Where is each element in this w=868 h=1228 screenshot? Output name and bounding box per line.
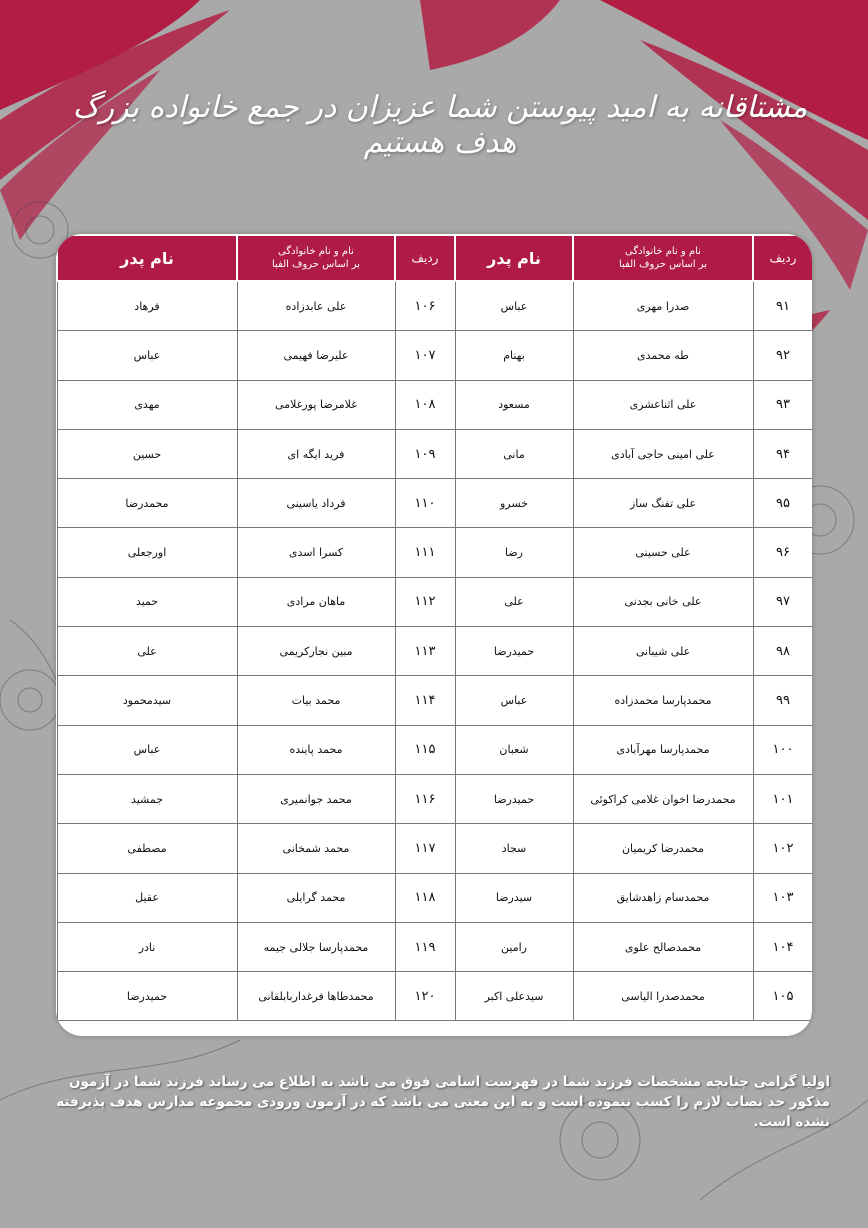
student-name: علی عابدزاده [237, 281, 395, 331]
father-name: نادر [57, 922, 237, 971]
header-name-line2: بر اساس حروف الفبا [271, 259, 361, 270]
father-name: سجاد [455, 824, 573, 873]
row-number: ۹۷ [753, 577, 812, 626]
table-row [57, 429, 812, 478]
student-name: محمدپارسا جلالی جیمه [237, 922, 395, 971]
student-name: علیرضا فهیمی [237, 331, 395, 380]
row-number: ۱۰۳ [753, 873, 812, 922]
student-name: محمدرضا کریمیان [573, 824, 753, 873]
father-name: عباس [455, 281, 573, 331]
student-name: علی حسینی [573, 528, 753, 577]
results-table [56, 234, 812, 1021]
student-name: غلامرضا پورغلامی [237, 380, 395, 429]
student-name: کسرا اسدی [237, 528, 395, 577]
row-number: ۱۰۸ [395, 380, 455, 429]
student-name: محمدپارسا محمدزاده [573, 676, 753, 725]
student-name: محمد بیات [237, 676, 395, 725]
student-name: طه محمدی [573, 331, 753, 380]
father-name: عباس [57, 725, 237, 774]
father-name: رامین [455, 922, 573, 971]
row-number: ۹۴ [753, 429, 812, 478]
father-name: مانی [455, 429, 573, 478]
father-name: سیدرضا [455, 873, 573, 922]
table-row [57, 873, 812, 922]
student-name: محمد پاینده [237, 725, 395, 774]
father-name: مهدی [57, 380, 237, 429]
row-number: ۹۲ [753, 331, 812, 380]
row-number: ۱۱۳ [395, 627, 455, 676]
father-name: خسرو [455, 479, 573, 528]
student-name: مبین نجارکریمی [237, 627, 395, 676]
row-number: ۱۰۵ [753, 972, 812, 1021]
father-name: شعبان [455, 725, 573, 774]
table-row [57, 380, 812, 429]
student-name: علی تفنگ ساز [573, 479, 753, 528]
row-number: ۱۰۱ [753, 774, 812, 823]
father-name: علی [57, 627, 237, 676]
row-number: ۱۱۲ [395, 577, 455, 626]
table-row [57, 774, 812, 823]
student-name: علی خانی بجدنی [573, 577, 753, 626]
father-name: محمدرضا [57, 479, 237, 528]
row-number: ۹۵ [753, 479, 812, 528]
student-name: محمدپارسا مهرآبادی [573, 725, 753, 774]
row-number: ۱۰۹ [395, 429, 455, 478]
row-number: ۱۰۰ [753, 725, 812, 774]
student-name: محمدسام زاهدشایق [573, 873, 753, 922]
header-father-name: نام پدر [57, 235, 237, 281]
row-number: ۱۱۵ [395, 725, 455, 774]
father-name: عباس [57, 331, 237, 380]
row-number: ۹۱ [753, 281, 812, 331]
father-name: مصطفی [57, 824, 237, 873]
header-full-name [573, 235, 753, 281]
header-name-line1: نام و نام خانوادگی [278, 246, 354, 257]
header-name-line2: بر اساس حروف الفبا [618, 259, 708, 270]
table-row [57, 972, 812, 1021]
page-title: مشتاقانه به امید پیوستن شما عزیزان در جمع خانواده بزرگ هدف هستیم [72, 90, 808, 160]
header-row-number: ردیف [753, 235, 812, 281]
results-table-card [56, 234, 812, 1036]
table-row [57, 281, 812, 331]
father-name: اورجعلی [57, 528, 237, 577]
student-name: محمدصالح علوی [573, 922, 753, 971]
row-number: ۱۰۷ [395, 331, 455, 380]
row-number: ۱۱۴ [395, 676, 455, 725]
father-name: رضا [455, 528, 573, 577]
student-name: محمدصدرا الیاسی [573, 972, 753, 1021]
father-name: حمیدرضا [57, 972, 237, 1021]
father-name: بهنام [455, 331, 573, 380]
student-name: علی اثناعشری [573, 380, 753, 429]
student-name: محمد جوانمیری [237, 774, 395, 823]
row-number: ۹۳ [753, 380, 812, 429]
father-name: حمیدرضا [455, 774, 573, 823]
table-row [57, 676, 812, 725]
table-row [57, 577, 812, 626]
student-name: فرید ایگه ای [237, 429, 395, 478]
student-name: محمدطاها فرغداربابلقانی [237, 972, 395, 1021]
row-number: ۱۱۰ [395, 479, 455, 528]
table-row [57, 479, 812, 528]
table-row [57, 922, 812, 971]
student-name: علی شیبانی [573, 627, 753, 676]
table-row [57, 627, 812, 676]
father-name: جمشید [57, 774, 237, 823]
table-row [57, 528, 812, 577]
row-number: ۱۰۶ [395, 281, 455, 331]
row-number: ۱۱۶ [395, 774, 455, 823]
header-name-line1: نام و نام خانوادگی [625, 246, 701, 257]
footer-notice: اولیا گرامی چنانچه مشخصات فرزند شما در فهرست اسامی فوق می باشد به اطلاع می رساند فرزند شما در آزمون مذکور حد نصاب لازم را کسب ننموده است و به این معنی می باشد که در آزمون ورودی مجموعه مدارس هدف پذیرفته نشده است. [56, 1074, 830, 1130]
student-name: ماهان مرادی [237, 577, 395, 626]
father-name: حسین [57, 429, 237, 478]
row-number: ۱۱۷ [395, 824, 455, 873]
student-name: محمدرضا اخوان غلامی کراکوئی [573, 774, 753, 823]
header-full-name [237, 235, 395, 281]
header-row-number: ردیف [395, 235, 455, 281]
father-name: عباس [455, 676, 573, 725]
student-name: محمد شمخانی [237, 824, 395, 873]
father-name: فرهاد [57, 281, 237, 331]
table-header-row [57, 235, 812, 281]
row-number: ۱۰۴ [753, 922, 812, 971]
father-name: سیدمحمود [57, 676, 237, 725]
row-number: ۱۲۰ [395, 972, 455, 1021]
father-name: سیدعلی اکبر [455, 972, 573, 1021]
father-name: عقیل [57, 873, 237, 922]
student-name: فرداد یاسینی [237, 479, 395, 528]
row-number: ۱۱۸ [395, 873, 455, 922]
father-name: علی [455, 577, 573, 626]
student-name: محمد گرایلی [237, 873, 395, 922]
student-name: صدرا مهری [573, 281, 753, 331]
row-number: ۹۸ [753, 627, 812, 676]
father-name: مسعود [455, 380, 573, 429]
father-name: حمیدرضا [455, 627, 573, 676]
table-row [57, 331, 812, 380]
student-name: علی امینی حاجی آبادی [573, 429, 753, 478]
table-row [57, 824, 812, 873]
father-name: حمید [57, 577, 237, 626]
row-number: ۹۹ [753, 676, 812, 725]
row-number: ۱۱۹ [395, 922, 455, 971]
row-number: ۱۰۲ [753, 824, 812, 873]
row-number: ۱۱۱ [395, 528, 455, 577]
row-number: ۹۶ [753, 528, 812, 577]
table-row [57, 725, 812, 774]
header-father-name: نام پدر [455, 235, 573, 281]
